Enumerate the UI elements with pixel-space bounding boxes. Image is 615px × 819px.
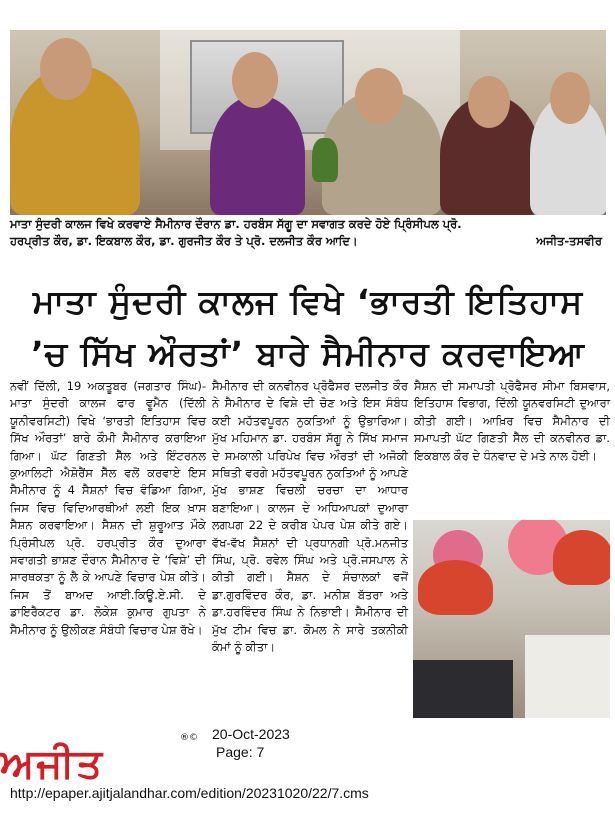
bottom-photo bbox=[413, 520, 610, 718]
logo-text: ਅਜੀਤ bbox=[0, 740, 105, 787]
article-column-3: ਸੈਸ਼ਨ ਦੀ ਸਮਾਪਤੀ ਪ੍ਰੋਫੈਸਰ ਸੀਮਾ ਬਿਸਵਾਸ, ਇਤਿਹਾਸ ਵਿਭਾਗ, ਦਿੱਲੀ ਯੂਨਵਰਸਿਟੀ ਦੁਆਰਾ ਕੀਤੀ ਗਈ। ਆਖ਼ਿਰ ਵਿਚ ਸੈਮੀਨਾਰ ਦੀ ਸਮਾਪਤੀ ਘੱਟ ਗਿਣਤੀ ਸੈੱਲ ਦੀ ਕਨਵੀਨਰ ਡਾ. ਇਕਬਾਲ ਕੌਰ ਦੇ ਧੰਨਵਾਦ ਦੇ ਮਤੇ ਨਾਲ ਹੋਈ। bbox=[414, 379, 610, 463]
bottom-person-1-body bbox=[413, 660, 513, 718]
plant-gift bbox=[312, 138, 338, 182]
headline-line-1: ਮਾਤਾ ਸੁੰਦਰੀ ਕਾਲਜ ਵਿਖੇ ‘ਭਾਰਤੀ ਇਤਿਹਾਸ bbox=[32, 282, 584, 321]
headline bbox=[10, 276, 606, 380]
edition-date: 20-Oct-2023 bbox=[212, 726, 290, 742]
person-1-head bbox=[40, 38, 92, 100]
article-column-2: ਸੈਮੀਨਾਰ ਦੀ ਕਨਵੀਨਰ ਪ੍ਰੋਫੈਸਰ ਦਲਜੀਤ ਕੌਰ ਨੇ ਸੈਮੀਨਾਰ ਦੇ ਵਿਸ਼ੇ ਦੀ ਚੋਣ ਅਤੇ ਇਸ ਸੰਬੰਧ ਕਈ ਮਹੱਤਵਪੂਰਨ ਨੁਕਤਿਆਂ ਨੂੰ ਉਭਾਰਿਆ। ਮੁੱਖ ਮਹਿਮਾਨ ਡਾ. ਹਰਬੰਸ ਸੱਗੂ ਨੇ ਸਿੱਖ ਸਮਾਜ ਦੇ ਸਮਕਾਲੀ ਪਰਿਪੇਖ ਵਿਚ ਔਰਤਾਂ ਦੀ ਅਜੋਕੀ ਸਥਿਤੀ ਵਰਗੇ ਮਹੱਤਵਪੂਰਨ ਨੁਕਤਿਆਂ ਨੂੰ ਆਪਣੇ ਮੁੱਖ ਭਾਸ਼ਣ ਵਿਚਲੀ ਚਰਚਾ ਦਾ ਆਧਾਰ ਬਣਾਇਆ। ਕਾਲਜ ਦੇ ਅਧਿਆਪਕਾਂ ਦੁਆਰਾ ਲਗਪਗ 22 ਦੇ ਕਰੀਬ ਪੇਪਰ ਪੇਸ਼ ਕੀਤੇ ਗਏ। ਵੱਖ-ਵੱਖ ਸੈਸ਼ਨਾਂ ਦੀ ਪ੍ਰਧਾਨਗੀ ਪ੍ਰੋ.ਮਨਜੀਤ ਸਿੰਘ, ਪ੍ਰੋ. ਰਵੇਲ ਸਿੰਘ ਅਤੇ ਪ੍ਰੋ.ਜਸਪਾਲ ਨੇ ਕੀਤੀ ਗਈ। ਸੈਸ਼ਨ ਦੇ ਸੰਚਾਲਕਾਂ ਵਜੋਂ ਡਾ.ਗੁਰਵਿੰਦਰ ਕੌਰ, ਡਾ. ਮਨੀਸ਼ ਬੱਤਰਾ ਅਤੇ ਡਾ.ਹਰਵਿੰਦਰ ਸਿੰਘ ਨੇ ਨਿਭਾਈ। ਸੈਮੀਨਾਰ ਦੀ ਮੁੱਖ ਟੀਮ ਵਿਚ ਡਾ. ਕੋਮਲ ਨੇ ਸਾਰੇ ਤਕਨੀਕੀ ਕੰਮਾਂ ਨੂੰ ਕੀਤਾ। bbox=[212, 379, 408, 655]
person-5-head bbox=[550, 72, 590, 124]
ajit-logo bbox=[0, 740, 200, 785]
page-number: Page: 7 bbox=[216, 744, 265, 760]
bottom-person-2-body bbox=[525, 635, 610, 718]
person-2 bbox=[210, 95, 305, 215]
headline-line-2: ’ਚ ਸਿੱਖ ਔਰਤਾਂ’ ਬਾਰੇ ਸੈਮੀਨਾਰ ਕਰਵਾਇਆ bbox=[31, 334, 585, 373]
turban-2 bbox=[553, 530, 610, 585]
edition-url[interactable]: http://epaper.ajitjalandhar.com/edition/20231020/22/7.cms bbox=[10, 785, 369, 801]
photo-credit: ਅਜੀਤ-ਤਸਵੀਰ bbox=[536, 234, 602, 248]
person-4-head bbox=[468, 76, 510, 128]
person-2-head bbox=[232, 52, 278, 108]
top-photo bbox=[10, 30, 606, 215]
person-3-head bbox=[355, 68, 403, 124]
caption-line-1: ਮਾਤਾ ਸੁੰਦਰੀ ਕਾਲਜ ਵਿਖੇ ਕਰਵਾਏ ਸੈਮੀਨਾਰ ਦੌਰਾਨ ਡਾ. ਹਰਬੰਸ ਸੱਗੂ ਦਾ ਸਵਾਗਤ ਕਰਦੇ ਹੋਏ ਪ੍ਰਿੰਸੀਪਲ ਪ੍ਰੋ. bbox=[10, 217, 462, 231]
article-column-1: ਨਵੀਂ ਦਿੱਲੀ, 19 ਅਕਤੂਬਰ (ਜਗਤਾਰ ਸਿੰਘ)-ਮਾਤਾ ਸੁੰਦਰੀ ਕਾਲਜ ਫਾਰ ਵੂਮੈਨ (ਦਿੱਲੀ ਯੂਨੀਵਰਸਿਟੀ) ਵਿਖੇ ‘ਭਾਰਤੀ ਇਤਿਹਾਸ ਵਿਚ ਸਿੱਖ ਔਰਤਾਂ’ ਬਾਰੇ ਕੌਮੀ ਸੈਮੀਨਾਰ ਕਰਾਇਆ ਗਿਆ। ਘੱਟ ਗਿਣਤੀ ਸੈੱਲ ਅਤੇ ਇੰਟਰਨਲ ਕੁਆਲਿਟੀ ਐਸ਼ੋਰੈਂਸ ਸੈੱਲ ਵਲੋਂ ਕਰਵਾਏ ਇਸ ਸੈਮੀਨਾਰ ਨੂੰ 4 ਸੈਸ਼ਨਾਂ ਵਿਚ ਵੰਡਿਆ ਗਿਆ, ਜਿਸ ਵਿਚ ਵਿਦਿਆਰਥੀਆਂ ਲਈ ਇਕ ਖ਼ਾਸ ਸੈਸ਼ਨ ਕਰਵਾਇਆ। ਸੈਸ਼ਨ ਦੀ ਸ਼ੁਰੂਆਤ ਮੌਕੇ ਪ੍ਰਿੰਸੀਪਲ ਪ੍ਰੋ. ਹਰਪ੍ਰੀਤ ਕੌਰ ਦੁਆਰਾ ਸਵਾਗਤੀ ਭਾਸ਼ਣ ਦੌਰਾਨ ਸੈਮੀਨਾਰ ਦੇ ‘ਵਿਸ਼ੇ’ ਦੀ ਸਾਰਥਕਤਾ ਨੂੰ ਲੈ ਕੇ ਆਪਣੇ ਵਿਚਾਰ ਪੇਸ਼ ਕੀਤੇ। ਜਿਸ ਤੋਂ ਬਾਅਦ ਆਈ.ਕਿਊ.ਏ.ਸੀ. ਦੇ ਡਾਇਰੈਕਟਰ ਡਾ. ਲੋਕੇਸ਼ ਕੁਮਾਰ ਗੁਪਤਾ ਨੇ ਸੈਮੀਨਾਰ ਨੂੰ ਉਲੀਕਣ ਸੰਬੰਧੀ ਵਿਚਾਰ ਪੇਸ਼ ਰੱਖੇ। bbox=[10, 379, 206, 637]
registered-mark: ®© bbox=[180, 733, 198, 743]
turban-1 bbox=[418, 560, 493, 615]
photo-caption bbox=[10, 216, 606, 250]
caption-line-2: ਹਰਪ੍ਰੀਤ ਕੌਰ, ਡਾ. ਇਕਬਾਲ ਕੌਰ, ਡਾ. ਗੁਰਜੀਤ ਕੌਰ ਤੇ ਪ੍ਰੋ. ਦਲਜੀਤ ਕੌਰ ਆਦਿ। bbox=[10, 234, 358, 248]
